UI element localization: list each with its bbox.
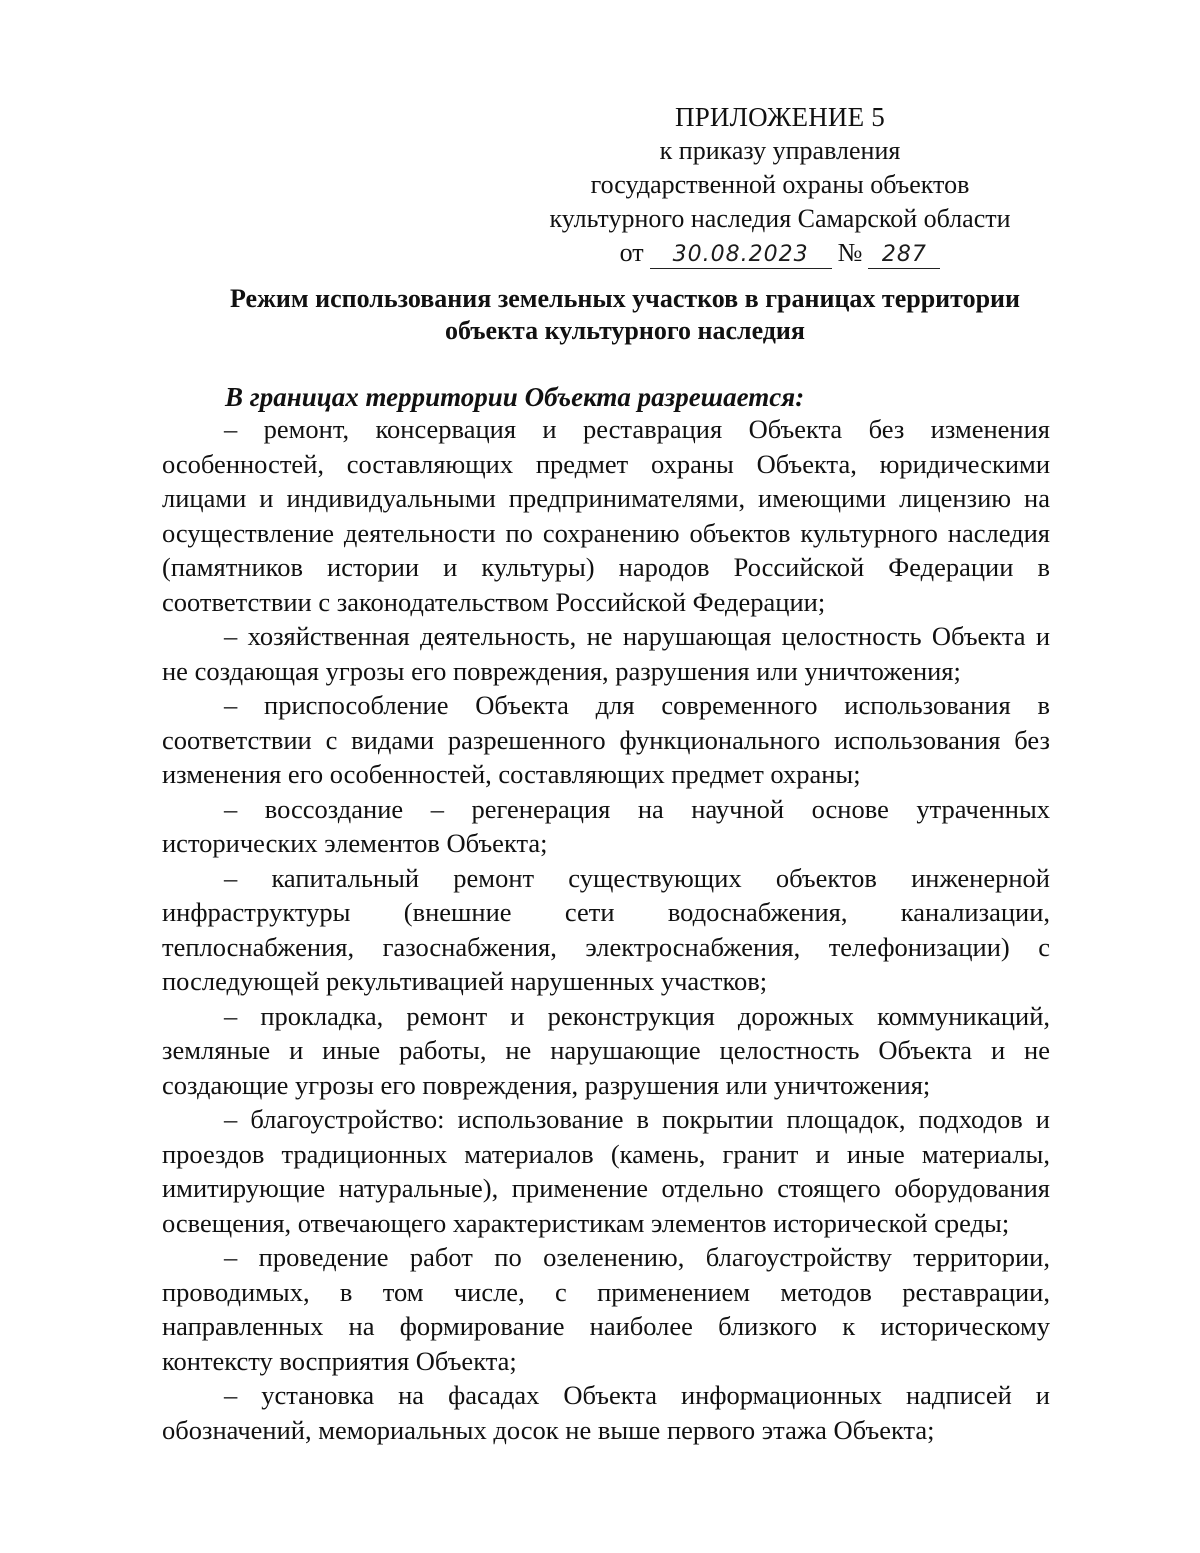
list-item: – воссоздание – регенерация на научной основе утраченных исторических элементов Объекта; xyxy=(162,793,1050,858)
appendix-line-3: культурного наследия Самарской области xyxy=(549,204,1011,233)
heading-line-1: Режим использования земельных участков в границах территории xyxy=(229,284,1020,313)
list-item: – установка на фасадах Объекта информационных надписей и обозначений, мемориальных досок не выше первого этажа Объекта; xyxy=(162,1380,1050,1445)
handwritten-order-number: 287 xyxy=(868,242,940,269)
appendix-line-2: государственной охраны объектов xyxy=(590,170,970,199)
list-item: – капитальный ремонт существующих объектов инженерной инфраструктуры (внешние сети водоснабжения, канализации, теплоснабжения, газоснабжения, электроснабжения, телефонизации) с последующей рекультивацией нарушенных участков; xyxy=(162,862,1050,996)
document-heading xyxy=(200,283,1050,347)
appendix-header xyxy=(540,100,1020,270)
list-item: – прокладка, ремонт и реконструкция дорожных коммуникаций, земляные и иные работы, не нарушающие целостность Объекта и не создающие угрозы его повреждения, разрушения или уничтожения; xyxy=(162,1000,1050,1100)
handwritten-order-date: 30.08.2023 xyxy=(650,242,832,269)
list-item: – ремонт, консервация и реставрация Объекта без изменения особенностей, составляющих предмет охраны Объекта, юридическими лицами и индивидуальными предпринимателями, имеющими лицензию на осуществление деятельности по сохранению объектов культурного наследия (памятников истории и культуры) народов Российской Федерации в соответствии с законодательством Российской Федерации; xyxy=(162,414,1050,617)
list-item: – хозяйственная деятельность, не нарушающая целостность Объекта и не создающая угрозы его повреждения, разрушения или уничтожения; xyxy=(162,621,1050,686)
number-prefix: № xyxy=(837,238,863,267)
order-date-number-line xyxy=(540,236,1020,270)
list-item: – проведение работ по озеленению, благоустройству территории, проводимых, в том числе, с применением методов реставрации, направленных на формирование наиболее близкого к историческому контексту восприятия Объекта; xyxy=(162,1242,1050,1376)
date-prefix: от xyxy=(619,238,644,267)
list-item: – приспособление Объекта для современного использования в соответствии с видами разрешенного функционального использования без изменения его особенностей, составляющих предмет охраны; xyxy=(162,690,1050,789)
section-title: В границах территории Объекта разрешается: xyxy=(225,382,805,412)
heading-line-2: объекта культурного наследия xyxy=(445,316,805,345)
permitted-activities-list xyxy=(162,412,1050,1447)
appendix-line-1: к приказу управления xyxy=(659,136,901,165)
list-item: – благоустройство: использование в покрытии площадок, подходов и проездов традиционных материалов (камень, гранит и иные материалы, имитирующие натуральные), применение отдельно стоящего оборудования освещения, отвечающего характеристикам элементов исторической среды; xyxy=(162,1104,1050,1238)
appendix-title: ПРИЛОЖЕНИЕ 5 xyxy=(675,102,885,132)
